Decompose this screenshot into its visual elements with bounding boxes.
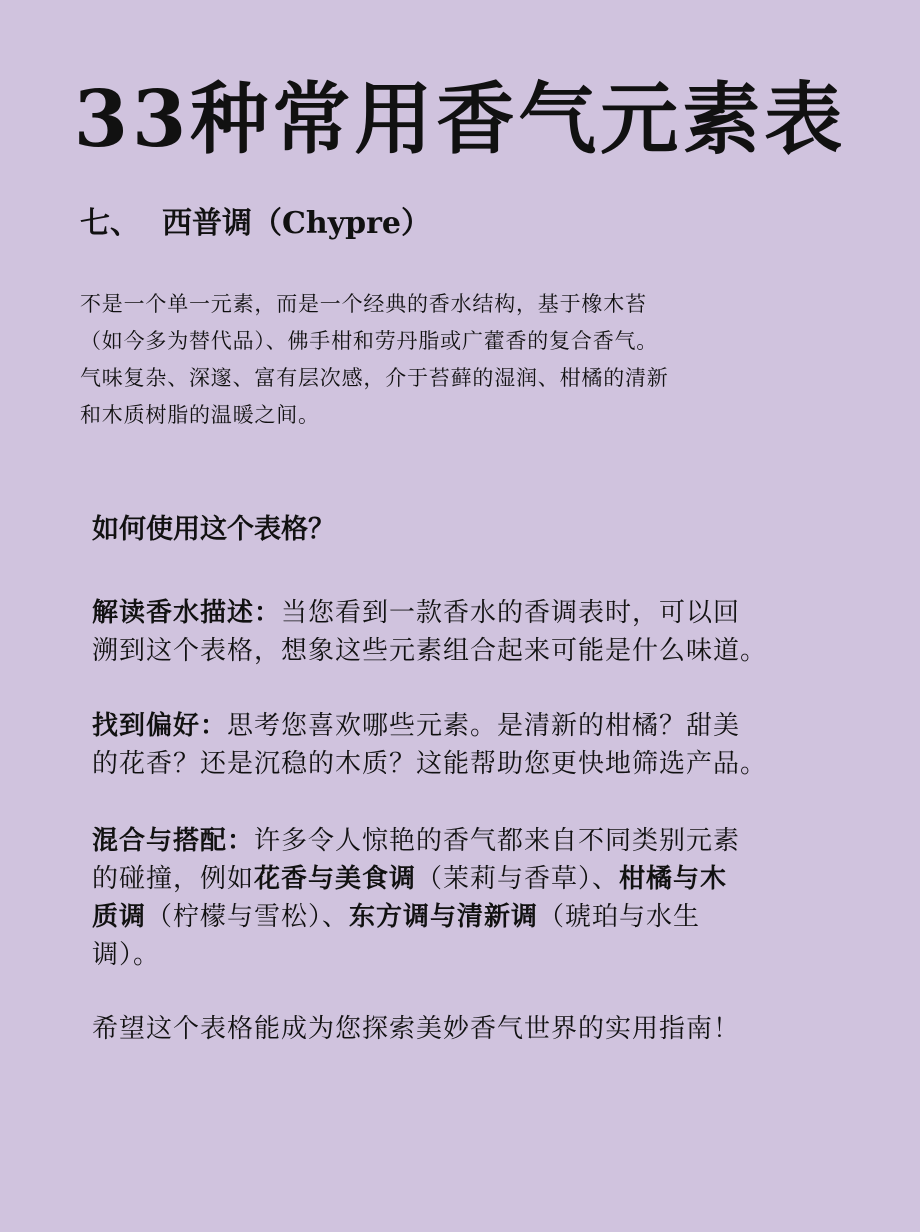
page-title: 33种常用香气元素表 <box>73 74 847 165</box>
tip-line <box>92 707 862 745</box>
intro-line: 气味复杂、深邃、富有层次感，介于苔藓的湿润、柑橘的清新 <box>80 366 669 390</box>
tip-text: （琥珀与水生 <box>538 902 701 932</box>
tip-preference <box>92 707 862 783</box>
closing-text: 希望这个表格能成为您探索美妙香气世界的实用指南！ <box>92 1014 741 1044</box>
tip-text: 思考您喜欢哪些元素。是清新的柑橘？甜美 <box>227 711 741 741</box>
tip-line: 溯到这个表格，想象这些元素组合起来可能是什么味道。 <box>92 636 768 666</box>
tip-emphasis: 质调 <box>92 902 147 932</box>
intro-line: 不是一个单一元素，而是一个经典的香水结构，基于橡木苔 <box>80 292 647 316</box>
tip-label: 找到偏好： <box>92 711 228 741</box>
tip-text: （柠檬与雪松）、 <box>146 902 350 932</box>
tip-text: （茉莉与香草）、 <box>416 864 620 894</box>
how-to-use-heading: 如何使用这个表格？ <box>92 514 335 545</box>
tip-line <box>92 898 862 936</box>
tip-interpret <box>92 594 862 670</box>
tip-line: 调）。 <box>92 940 161 970</box>
intro-line: （如今多为替代品）、佛手柑和劳丹脂或广藿香的复合香气。 <box>80 329 659 353</box>
tip-line <box>92 860 862 898</box>
tip-label: 解读香水描述： <box>92 598 282 628</box>
tip-text: 的碰撞，例如 <box>92 864 255 894</box>
section-title: 西普调（Chypre） <box>162 206 431 241</box>
tip-mix-match <box>92 822 862 974</box>
tip-emphasis: 柑橘与木 <box>619 864 728 894</box>
tip-text: 当您看到一款香水的香调表时，可以回 <box>281 598 741 628</box>
intro-paragraph <box>80 286 840 434</box>
tip-line: 的花香？还是沉稳的木质？这能帮助您更快地筛选产品。 <box>92 749 768 779</box>
intro-line: 和木质树脂的温暖之间。 <box>80 403 320 427</box>
tip-text: 许多令人惊艳的香气都来自不同类别元素 <box>254 826 741 856</box>
tip-label: 混合与搭配： <box>92 826 255 856</box>
section-number: 七、 <box>80 206 140 241</box>
tip-line <box>92 822 862 860</box>
tip-line <box>92 594 862 632</box>
tip-emphasis: 东方调与清新调 <box>349 902 539 932</box>
tip-emphasis: 花香与美食调 <box>254 864 417 894</box>
section-heading <box>80 204 431 244</box>
